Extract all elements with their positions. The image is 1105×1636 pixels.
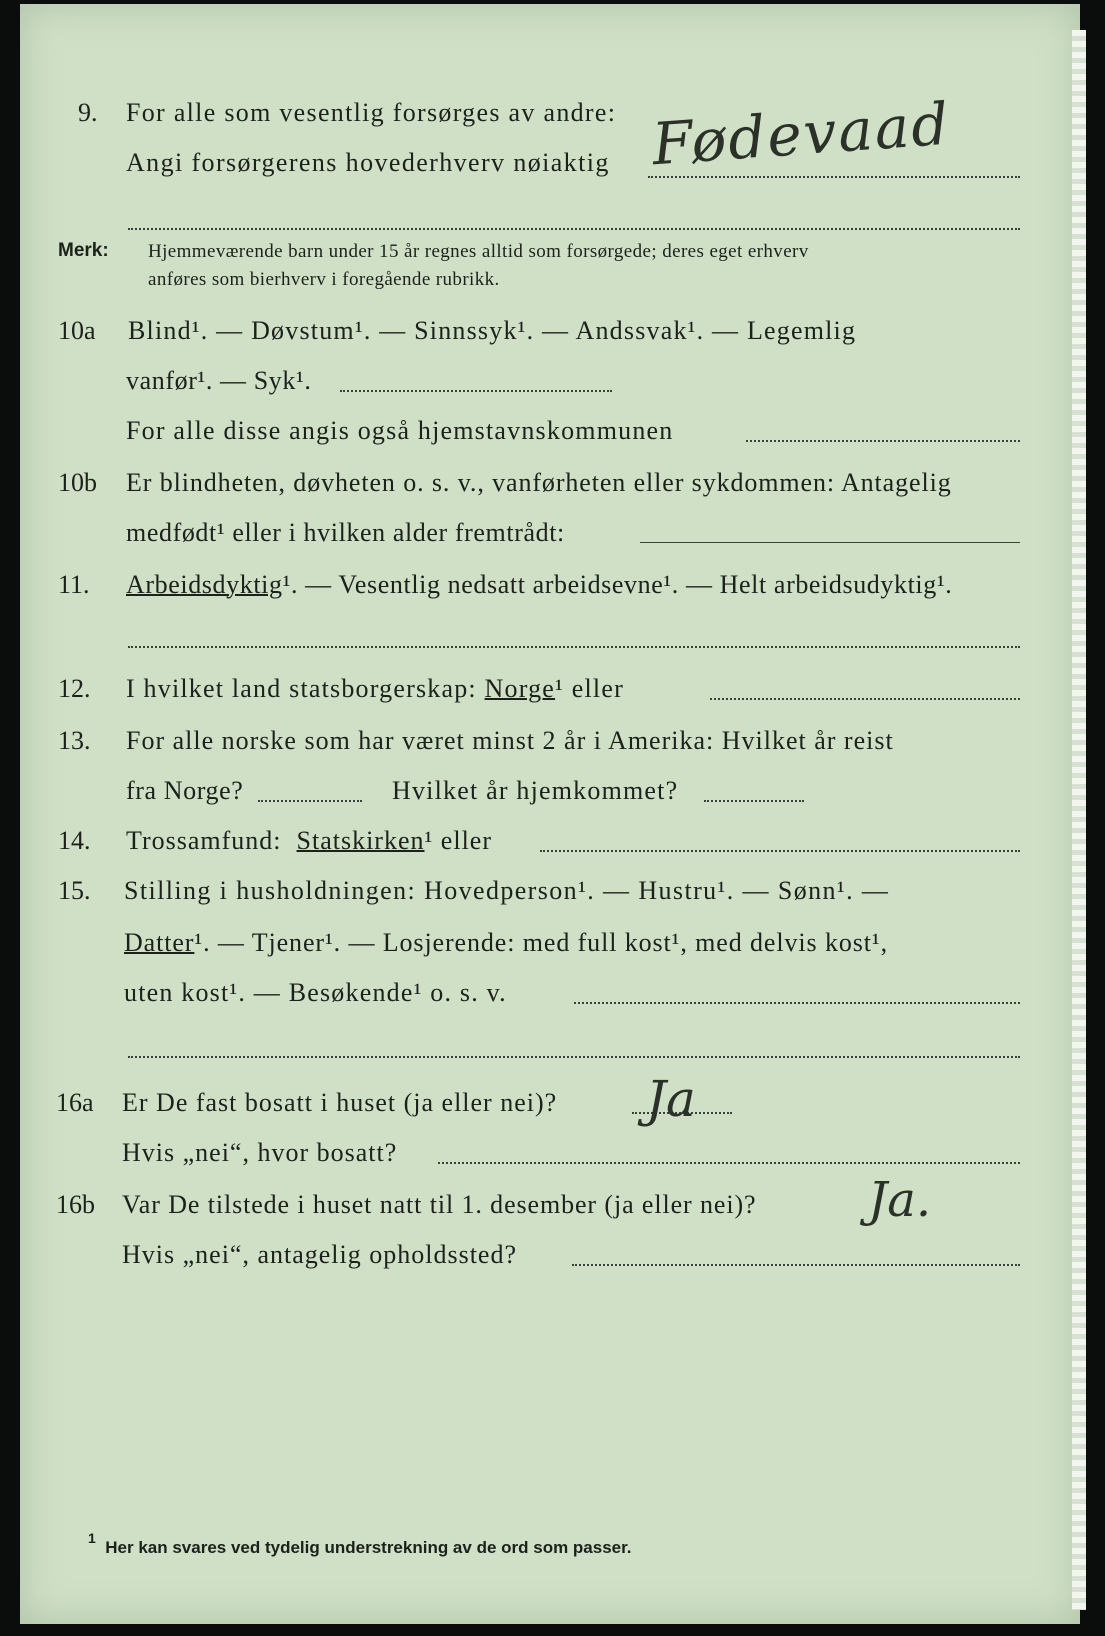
q9-answer-line[interactable] bbox=[648, 176, 1020, 178]
q10a-line3: For alle disse angis også hjemstavnskommunen bbox=[126, 416, 674, 445]
q12-answer-line[interactable] bbox=[710, 698, 1020, 700]
q10a-number: 10a bbox=[58, 316, 96, 345]
q13-number: 13. bbox=[58, 726, 91, 755]
q9-number: 9. bbox=[78, 98, 98, 127]
q14-line bbox=[126, 826, 492, 856]
q16b-line1: Var De tilstede i huset natt til 1. desember (ja eller nei)? bbox=[122, 1190, 757, 1219]
q16b-line2: Hvis „nei“, antagelig opholdssted? bbox=[122, 1240, 518, 1269]
q14-option-statskirken[interactable]: Statskirken bbox=[296, 826, 425, 855]
merk-label: Merk: bbox=[58, 240, 109, 261]
q10a-syk-line[interactable] bbox=[340, 390, 612, 392]
q9-handwritten-answer: Fødevaad bbox=[649, 89, 953, 179]
q12-option-norge[interactable]: Norge bbox=[484, 674, 556, 703]
merk-line1: Hjemmeværende barn under 15 år regnes alltid som forsørgede; deres eget erhverv bbox=[148, 241, 809, 262]
q15-line1: Stilling i husholdningen: Hovedperson¹. — Hustru¹. — Sønn¹. — bbox=[124, 876, 890, 905]
q16a-bosatt-line[interactable] bbox=[438, 1162, 1020, 1164]
q9-extra-line[interactable] bbox=[128, 228, 1020, 230]
q10a-line1: Blind¹. — Døvstum¹. — Sinnssyk¹. — Andssvak¹. — Legemlig bbox=[128, 316, 857, 345]
q15-line2-rest: ¹. — Tjener¹. — Losjerende: med full kost¹, med delvis kost¹, bbox=[194, 928, 888, 957]
q10b-line1: Er blindheten, døvheten o. s. v., vanførheten eller sykdommen: Antagelig bbox=[126, 468, 952, 497]
q9-line1: For alle som vesentlig forsørges av andre: bbox=[126, 98, 617, 127]
q12-line bbox=[126, 674, 624, 704]
q10b-answer-line[interactable] bbox=[640, 542, 1020, 543]
q13-hjemkommet-line[interactable] bbox=[704, 800, 804, 802]
q14-number: 14. bbox=[58, 826, 91, 855]
q10b-line2: medfødt¹ eller i hvilken alder fremtrådt: bbox=[126, 518, 565, 547]
q16b-opholdssted-line[interactable] bbox=[572, 1264, 1020, 1266]
q13-line1: For alle norske som har været minst 2 år i Amerika: Hvilket år reist bbox=[126, 726, 894, 755]
q15-number: 15. bbox=[58, 876, 91, 905]
footnote-mark: 1 bbox=[88, 1530, 96, 1546]
q12-prefix: I hvilket land statsborgerskap: bbox=[126, 674, 477, 703]
merk-line2: anføres som bierhverv i foregående rubrikk. bbox=[148, 269, 500, 290]
q11-rest: ¹. — Vesentlig nedsatt arbeidsevne¹. — Helt arbeidsudyktig¹. bbox=[282, 570, 953, 599]
q11-extra-line[interactable] bbox=[128, 646, 1020, 648]
q10b-number: 10b bbox=[58, 468, 97, 497]
q15-line3: uten kost¹. — Besøkende¹ o. s. v. bbox=[124, 978, 507, 1007]
q13-line2a: fra Norge? bbox=[126, 776, 244, 805]
q11-line bbox=[126, 570, 952, 600]
q11-number: 11. bbox=[58, 570, 90, 599]
q15-answer-line[interactable] bbox=[574, 1002, 1020, 1004]
q10a-hjemstavn-line[interactable] bbox=[746, 440, 1020, 442]
q16a-line2: Hvis „nei“, hvor bosatt? bbox=[122, 1138, 398, 1167]
q9-line2: Angi forsørgerens hovederhverv nøiaktig bbox=[126, 148, 610, 177]
q14-answer-line[interactable] bbox=[540, 850, 1020, 852]
q16b-number: 16b bbox=[56, 1190, 95, 1219]
q13-reist-line[interactable] bbox=[258, 800, 362, 802]
footnote bbox=[88, 1530, 632, 1558]
footnote-text: Her kan svares ved tydelig understrekning av de ord som passer. bbox=[105, 1538, 632, 1557]
q14-prefix: Trossamfund: bbox=[126, 826, 282, 855]
perforated-edge bbox=[1072, 30, 1086, 1610]
q15-line2 bbox=[124, 928, 888, 958]
q16a-handwritten-answer: Ja bbox=[646, 1070, 696, 1128]
q15-extra-line[interactable] bbox=[128, 1056, 1020, 1058]
q12-number: 12. bbox=[58, 674, 91, 703]
q16a-number: 16a bbox=[56, 1088, 94, 1117]
q16b-handwritten-answer: Ja. bbox=[868, 1172, 932, 1228]
q10a-line2: vanfør¹. — Syk¹. bbox=[126, 366, 312, 395]
q15-option-datter[interactable]: Datter bbox=[124, 928, 195, 957]
q12-suffix: ¹ eller bbox=[555, 674, 624, 703]
q14-suffix: ¹ eller bbox=[424, 826, 492, 855]
q11-option-arbeidsdyktig[interactable]: Arbeidsdyktig bbox=[126, 570, 283, 599]
q13-line2b: Hvilket år hjemkommet? bbox=[392, 776, 679, 805]
q16a-line1: Er De fast bosatt i huset (ja eller nei)? bbox=[122, 1088, 558, 1117]
